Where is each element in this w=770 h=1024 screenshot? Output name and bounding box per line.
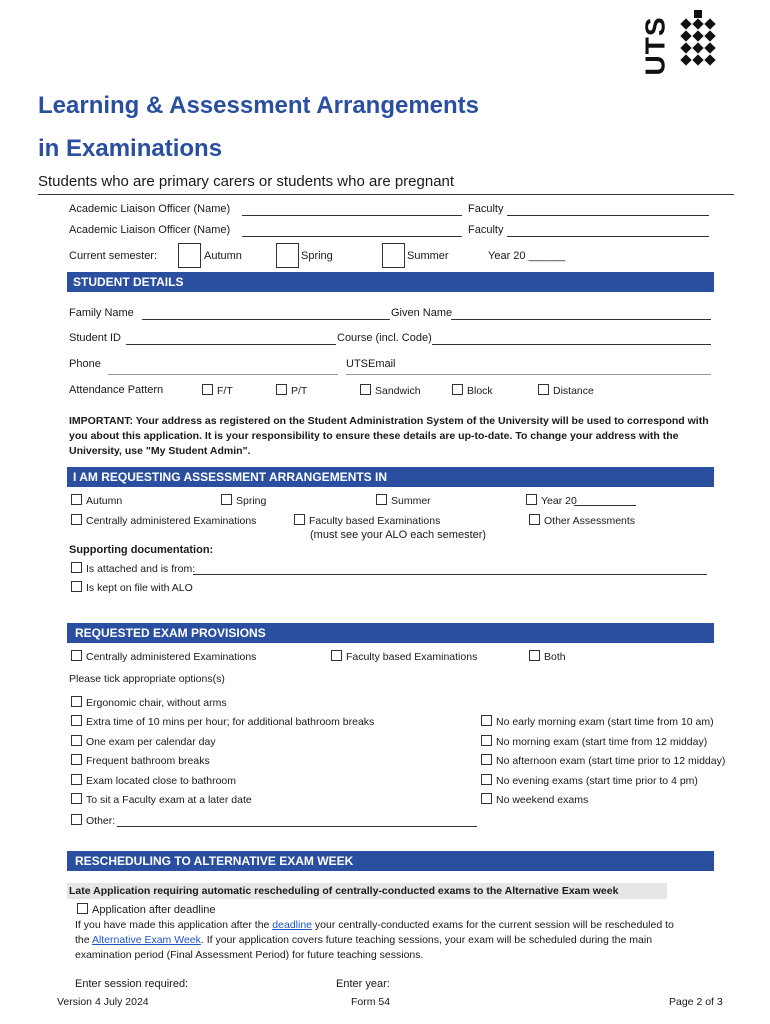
- prov-faculty-label: Faculty based Examinations: [346, 651, 478, 663]
- checkbox-icon: [202, 384, 213, 395]
- tick-instruction: Please tick appropriate options(s): [69, 673, 225, 685]
- requesting-heading: I AM REQUESTING ASSESSMENT ARRANGEMENTS IN: [67, 467, 714, 487]
- spring-label: Spring: [301, 250, 333, 262]
- para-text: your centrally-conducted exams for the current session will be rescheduled to the: [75, 919, 674, 946]
- page-title-line2: in Examinations: [38, 135, 223, 162]
- req-autumn-option[interactable]: [71, 494, 122, 507]
- enter-year-label: Enter year:: [336, 978, 390, 990]
- att-distance-option[interactable]: [538, 384, 594, 397]
- prov-left-2[interactable]: [71, 735, 216, 748]
- alternative-exam-week-link[interactable]: Alternative Exam Week: [91, 934, 201, 946]
- req-faculty-note: (must see your ALO each semester): [310, 529, 487, 541]
- prov-central-option[interactable]: [71, 650, 256, 663]
- doc-attached-label: Is attached and is from:: [86, 563, 196, 575]
- prov-right-label: No evening exams (start time prior to 4 pm): [496, 775, 698, 787]
- req-year-option[interactable]: [526, 494, 577, 507]
- page-title-line1: Learning & Assessment Arrangements: [38, 92, 480, 119]
- footer-version: Version 4 July 2024: [57, 996, 149, 1008]
- checkbox-icon: [452, 384, 463, 395]
- course-field[interactable]: [432, 344, 711, 345]
- prov-right-1[interactable]: [481, 735, 707, 748]
- att-sandwich-label: Sandwich: [375, 385, 421, 397]
- after-deadline-label: Application after deadline: [92, 904, 216, 916]
- logo-text: UTS: [639, 16, 671, 76]
- alo-name-label-2: Academic Liaison Officer (Name): [69, 224, 231, 236]
- checkbox-icon: [71, 562, 82, 573]
- att-sandwich-option[interactable]: [360, 384, 421, 397]
- doc-kept-label: Is kept on file with ALO: [86, 582, 193, 594]
- checkbox-icon: [538, 384, 549, 395]
- prov-left-4[interactable]: [71, 774, 236, 787]
- prov-left-1[interactable]: [71, 715, 374, 728]
- checkbox-icon: [481, 793, 492, 804]
- req-year-label: Year 20: [541, 495, 577, 507]
- checkbox-icon: [481, 774, 492, 785]
- after-deadline-option[interactable]: [77, 903, 216, 916]
- prov-both-option[interactable]: [529, 650, 566, 663]
- att-ft-label: F/T: [217, 385, 233, 397]
- alo-name-field-2[interactable]: [242, 236, 462, 237]
- alo-faculty-label-2: Faculty: [468, 224, 504, 236]
- student-details-heading: STUDENT DETAILS: [67, 272, 714, 292]
- req-spring-option[interactable]: [221, 494, 266, 507]
- prov-right-label: No early morning exam (start time from 10 am): [496, 716, 714, 728]
- prov-right-4[interactable]: [481, 793, 588, 806]
- prov-right-label: No afternoon exam (start time prior to 12 midday): [496, 755, 726, 767]
- req-central-option[interactable]: [71, 514, 256, 527]
- phone-label: Phone: [69, 358, 101, 370]
- checkbox-icon: [77, 903, 88, 914]
- doc-kept-option[interactable]: [71, 581, 193, 594]
- checkbox-icon: [71, 494, 82, 505]
- prov-right-0[interactable]: [481, 715, 714, 728]
- checkbox-icon: [360, 384, 371, 395]
- para-text: If you have made this application after the: [75, 919, 273, 931]
- alo-name-label-1: Academic Liaison Officer (Name): [69, 203, 231, 215]
- autumn-label: Autumn: [204, 250, 242, 262]
- course-label: Course (incl. Code): [337, 332, 432, 344]
- req-year-field[interactable]: [574, 505, 636, 506]
- checkbox-icon: [71, 581, 82, 592]
- att-distance-label: Distance: [553, 385, 594, 397]
- late-application-title: Late Application requiring automatic rescheduling of centrally-conducted exams to the Alternative Exam week: [67, 883, 667, 899]
- prov-left-label: One exam per calendar day: [86, 736, 216, 748]
- footer-form: Form 54: [351, 996, 391, 1008]
- att-block-label: Block: [467, 385, 493, 397]
- req-summer-label: Summer: [391, 495, 431, 507]
- autumn-checkbox[interactable]: [178, 243, 201, 268]
- prov-left-label: Extra time of 10 mins per hour; for additional bathroom breaks: [86, 716, 375, 728]
- prov-left-5[interactable]: [71, 793, 252, 806]
- req-faculty-option[interactable]: [294, 514, 440, 527]
- uts-emblem-icon: [676, 10, 720, 74]
- provisions-heading: REQUESTED EXAM PROVISIONS: [67, 623, 714, 643]
- doc-attached-field[interactable]: [193, 574, 707, 575]
- prov-left-3[interactable]: [71, 754, 210, 767]
- att-pt-label: P/T: [291, 385, 308, 397]
- checkbox-icon: [71, 735, 82, 746]
- para-text: . If your application covers future teaching sessions, your exam will be scheduled during the main examination period (Final Assessment Period) for future teaching sessions.: [75, 934, 653, 961]
- checkbox-icon: [71, 650, 82, 661]
- prov-right-label: No morning exam (start time from 12 midday): [496, 736, 708, 748]
- checkbox-icon: [331, 650, 342, 661]
- prov-both-label: Both: [544, 651, 566, 663]
- given-name-label: Given Name: [391, 307, 453, 319]
- prov-left-label: Ergonomic chair, without arms: [86, 697, 227, 709]
- given-name-field[interactable]: [451, 319, 711, 320]
- uts-logo: [640, 8, 720, 78]
- session-required-label: Enter session required:: [75, 978, 189, 990]
- summer-checkbox[interactable]: [382, 243, 405, 268]
- att-pt-option[interactable]: [276, 384, 307, 397]
- page-subtitle: Students who are primary carers or students who are pregnant: [38, 173, 455, 190]
- checkbox-icon: [71, 754, 82, 765]
- prov-left-label: Other:: [86, 815, 116, 827]
- att-ft-option[interactable]: [202, 384, 233, 397]
- footer-page: Page 2 of 3: [669, 996, 723, 1008]
- prov-left-0[interactable]: [71, 696, 227, 709]
- student-id-label: Student ID: [69, 332, 121, 344]
- checkbox-icon: [481, 735, 492, 746]
- checkbox-icon: [529, 650, 540, 661]
- rescheduling-paragraph: [75, 918, 687, 963]
- prov-left-label: Frequent bathroom breaks: [86, 755, 210, 767]
- alo-name-field-1[interactable]: [242, 215, 462, 216]
- uts-email-label: UTSEmail: [346, 358, 396, 370]
- prov-left-label: To sit a Faculty exam at a later date: [86, 794, 252, 806]
- checkbox-icon: [71, 715, 82, 726]
- prov-right-label: No weekend exams: [496, 794, 589, 806]
- family-name-field[interactable]: [142, 319, 390, 320]
- prov-faculty-option[interactable]: [331, 650, 477, 663]
- phone-field[interactable]: [108, 374, 338, 375]
- checkbox-icon: [481, 715, 492, 726]
- req-other-option[interactable]: [529, 514, 635, 527]
- other-field[interactable]: [117, 826, 477, 827]
- rescheduling-heading: RESCHEDULING TO ALTERNATIVE EXAM WEEK: [67, 851, 714, 871]
- spring-checkbox[interactable]: [276, 243, 299, 268]
- checkbox-icon: [481, 754, 492, 765]
- checkbox-icon: [294, 514, 305, 525]
- doc-attached-option[interactable]: [71, 562, 195, 575]
- alo-faculty-label-1: Faculty: [468, 203, 504, 215]
- alo-faculty-field-2[interactable]: [507, 236, 709, 237]
- prov-right-2[interactable]: [481, 754, 725, 767]
- req-summer-option[interactable]: [376, 494, 431, 507]
- prov-left-label: Exam located close to bathroom: [86, 775, 236, 787]
- req-other-label: Other Assessments: [544, 515, 636, 527]
- att-block-option[interactable]: [452, 384, 493, 397]
- semester-label: Current semester:: [69, 250, 158, 262]
- req-faculty-label: Faculty based Examinations: [309, 515, 441, 527]
- summer-label: Summer: [407, 250, 449, 262]
- prov-left-6[interactable]: [71, 814, 115, 827]
- checkbox-icon: [221, 494, 232, 505]
- uts-email-field[interactable]: [346, 374, 711, 375]
- checkbox-icon: [71, 774, 82, 785]
- checkbox-icon: [71, 514, 82, 525]
- checkbox-icon: [71, 696, 82, 707]
- checkbox-icon: [529, 514, 540, 525]
- prov-central-label: Centrally administered Examinations: [86, 651, 257, 663]
- checkbox-icon: [71, 814, 82, 825]
- alo-faculty-field-1[interactable]: [507, 215, 709, 216]
- req-central-label: Centrally administered Examinations: [86, 515, 257, 527]
- checkbox-icon: [376, 494, 387, 505]
- prov-right-3[interactable]: [481, 774, 698, 787]
- checkbox-icon: [71, 793, 82, 804]
- checkbox-icon: [276, 384, 287, 395]
- attendance-label: Attendance Pattern: [69, 384, 164, 396]
- subtitle-rule: [38, 194, 734, 195]
- deadline-link[interactable]: deadline: [272, 919, 312, 931]
- supporting-doc-label: Supporting documentation:: [69, 544, 214, 556]
- family-name-label: Family Name: [69, 307, 134, 319]
- checkbox-icon: [526, 494, 537, 505]
- student-id-field[interactable]: [126, 344, 336, 345]
- req-spring-label: Spring: [236, 495, 267, 507]
- req-autumn-label: Autumn: [86, 495, 123, 507]
- important-notice: IMPORTANT: Your address as registered on the Student Administration System of the University will be used to correspond with you about this application. It is your responsibility to ensure these details are up-to-date. To change your address with the University, use "My Student Admin".: [69, 415, 709, 457]
- year-field[interactable]: Year 20 ______: [488, 250, 566, 262]
